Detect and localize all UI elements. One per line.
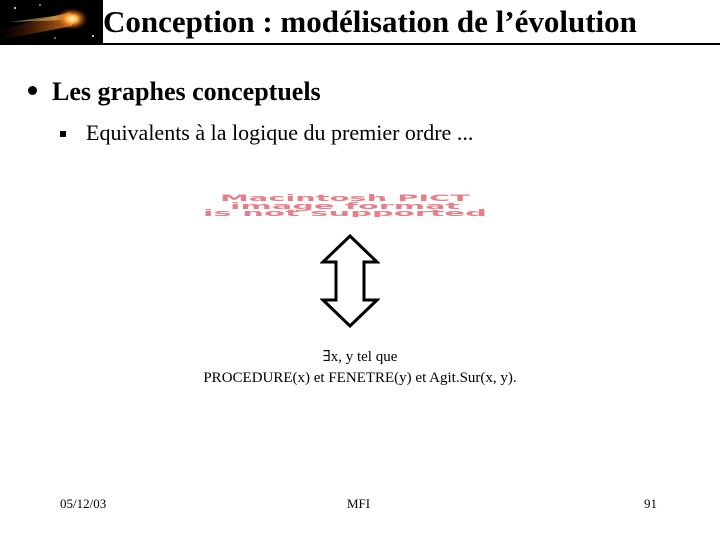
pict-line-3: is not supported	[203, 209, 487, 217]
formula-line-1: ∃x, y tel que	[322, 349, 398, 365]
unsupported-pict-image	[200, 193, 490, 217]
pict-line-2: image format	[230, 202, 463, 212]
bullet-dot	[28, 86, 37, 95]
double-arrow-icon	[320, 234, 380, 328]
sub-bullet-square	[60, 131, 66, 137]
comet-logo	[0, 0, 103, 44]
footer-page-number: 91	[644, 496, 657, 511]
footer-date: 05/12/03	[60, 496, 107, 511]
slide-title: Conception : modélisation de l’évolution	[103, 4, 637, 39]
footer-center-text: MFI	[347, 496, 371, 511]
pict-line-1: Macintosh PICT	[220, 194, 473, 204]
logic-formula	[100, 347, 620, 389]
bullet-heading: Les graphes conceptuels	[52, 77, 321, 106]
formula-line-2: PROCEDURE(x) et FENETRE(y) et Agit.Sur(x, y).	[203, 370, 517, 386]
sub-bullet-text: Equivalents à la logique du premier ordre ...	[86, 120, 474, 145]
